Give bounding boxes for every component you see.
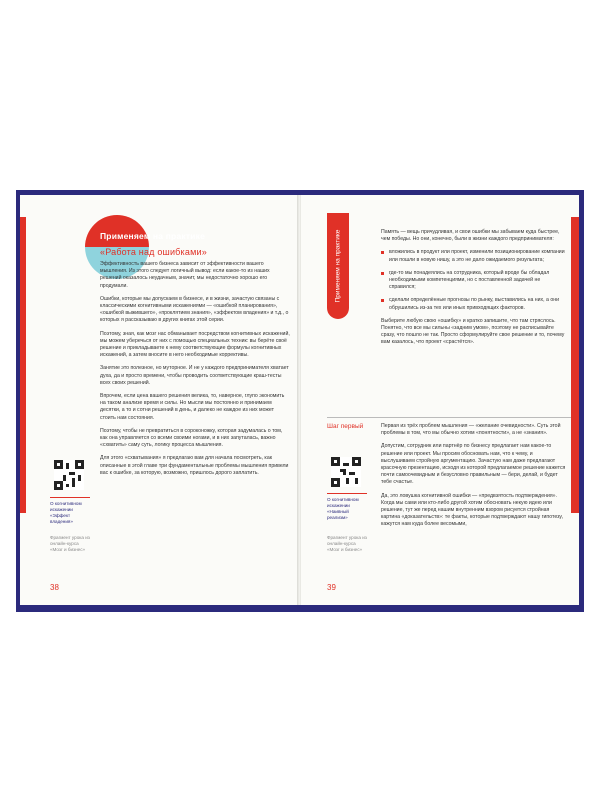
left-red-margin-bar bbox=[20, 217, 26, 513]
paragraph: Поэтому, чтобы не превратиться в сороконожку, которая задумалась о том, как она управляется со всеми своими ногами, и в них запуталась, важно «схватить» саму суть, логику процесса мышления. bbox=[100, 427, 283, 449]
bullet-item: где-то мы понадеялись на сотрудника, который вроде бы обладал необходимыми компетенциями, но с поставленной задачей не справился; bbox=[381, 270, 567, 292]
divider bbox=[327, 417, 571, 418]
step-body-text bbox=[381, 423, 567, 535]
qr-code-icon[interactable] bbox=[331, 457, 361, 487]
right-red-margin-bar bbox=[571, 217, 579, 513]
left-body-text bbox=[100, 261, 290, 483]
page-number: 38 bbox=[50, 583, 59, 592]
paragraph: Первая из трёх проблем мышления — «желание очевидности». Суть этой проблемы в том, что мы обычно хотим «понятности», а не «знания». bbox=[381, 423, 561, 437]
paragraph: Для этого «схватывания» я предлагаю вам для начала посмотреть, как описанные в этой главе три фундаментальные проблемы мышления привели вас к ошибке, за которую, возможно, пришлось дорого заплатить. bbox=[100, 455, 289, 476]
paragraph: Да, это ловушка когнитивной ошибки — «предвзятость подтверждения». Когда мы сами или кто-либо другой хотим обосновать некую идею или решение, тут же перед нашим внутренним взором рисуется стройная картина «доказательств»: те факты, которые подтверждают нашу гипотезу, кажутся нам куда более весомыми, bbox=[381, 492, 563, 528]
section-tab-label: Применяем на практике bbox=[334, 229, 342, 303]
paragraph: Ошибки, которые мы допускаем в бизнесе, и в жизни, зачастую связаны с классическими когнитивными искажениями — «ошибкой планирования», «ошибкой выжившего», «проклятием знания», «эффектом владения» и т.д., о которых я рассказываю в других книгах этой серии. bbox=[100, 295, 289, 324]
paragraph: Впрочем, если цена вашего решения велика, то, наверное, глупо экономить на таком анализе время и силы. Но мысли мы постоянно и принимаем десятки, а то и сотни решений в день, и далеко не каждое из них может стоить нам состояния. bbox=[100, 393, 285, 421]
paragraph: Занятие это полезное, но муторное. И не у каждого предпринимателя хватает духа, да и просто времени, чтобы проводить соответствующие краш-тесты всех своих решений. bbox=[100, 365, 289, 386]
section-heading bbox=[100, 231, 290, 257]
section-subtitle: «Работа над ошибками» bbox=[100, 247, 207, 257]
right-page bbox=[301, 195, 579, 605]
bullet-item: сделали определённые прогнозы по рынку, выставились на них, а они обрушились из-за тех или иных привходящих факторов. bbox=[381, 297, 567, 311]
paragraph: Поэтому, зная, как мозг нас обманывает посредством когнитивных искажений, мы можем уберечься от них с помощью специальных техник: вы берёте своё решение и прикладываете к нему соответствующие формулы когнитивных искажений, а затем вносите в него необходимые коррективы. bbox=[100, 330, 290, 359]
paragraph: Эффективность вашего бизнеса зависит от эффективности вашего мышления. Из этого следует логичный вывод: если какое-то из наших решений оказалось неудачным, значит, мы недостаточно хорошо его продумали. bbox=[100, 261, 270, 289]
paragraph: Выберите любую свою «ошибку» и кратко запишите, что там стряслось. Понятно, что все мы сильны «задним умом», поэтому не расписывайте сразу, что пошло не так. Просто сформулируйте свое решение и то, почему вам казалось, что проект «срастётся». bbox=[381, 317, 565, 346]
right-body-text bbox=[381, 229, 567, 353]
side-note-bias: О когнитивном искажении «Эффект владения» bbox=[50, 497, 90, 525]
step-label: Шаг первый bbox=[327, 423, 364, 430]
bullet-item: вложились в продукт или проект, изменили позиционирование компании или пошли в новую нишу, а это не дало ожидаемого результата; bbox=[381, 249, 567, 263]
left-page bbox=[20, 195, 298, 605]
qr-code-icon[interactable] bbox=[54, 460, 84, 490]
section-tab bbox=[327, 213, 349, 319]
side-note-bias: О когнитивном искажении «Наивный реализм» bbox=[327, 493, 367, 521]
side-note-source: Фрагмент урока из онлайн-курса «Мозг и бизнес» bbox=[327, 535, 367, 552]
side-note-source: Фрагмент урока из онлайн-курса «Мозг и бизнес» bbox=[50, 535, 90, 552]
paragraph: Допустим, сотрудник или партнёр по бизнесу предлагает нам какое-то решение или проект. Мы просим обосновать нам, что к чему, и выслушиваем стройную аргументацию. Зачастую нам даже предлагают красочную презентацию, исходя из которой предлагаемое решение кажется почти самоочевидным и безусловно правильным — бери, делай, и будет тебе счастье. bbox=[381, 443, 566, 486]
section-title: Применяем на практике bbox=[100, 231, 206, 241]
page-number: 39 bbox=[327, 583, 336, 592]
paragraph: Память — вещь причудливая, и свои ошибки мы забываем куда быстрее, чем победы. Но они, конечно, были в жизни каждого предпринимателя: bbox=[381, 229, 560, 243]
